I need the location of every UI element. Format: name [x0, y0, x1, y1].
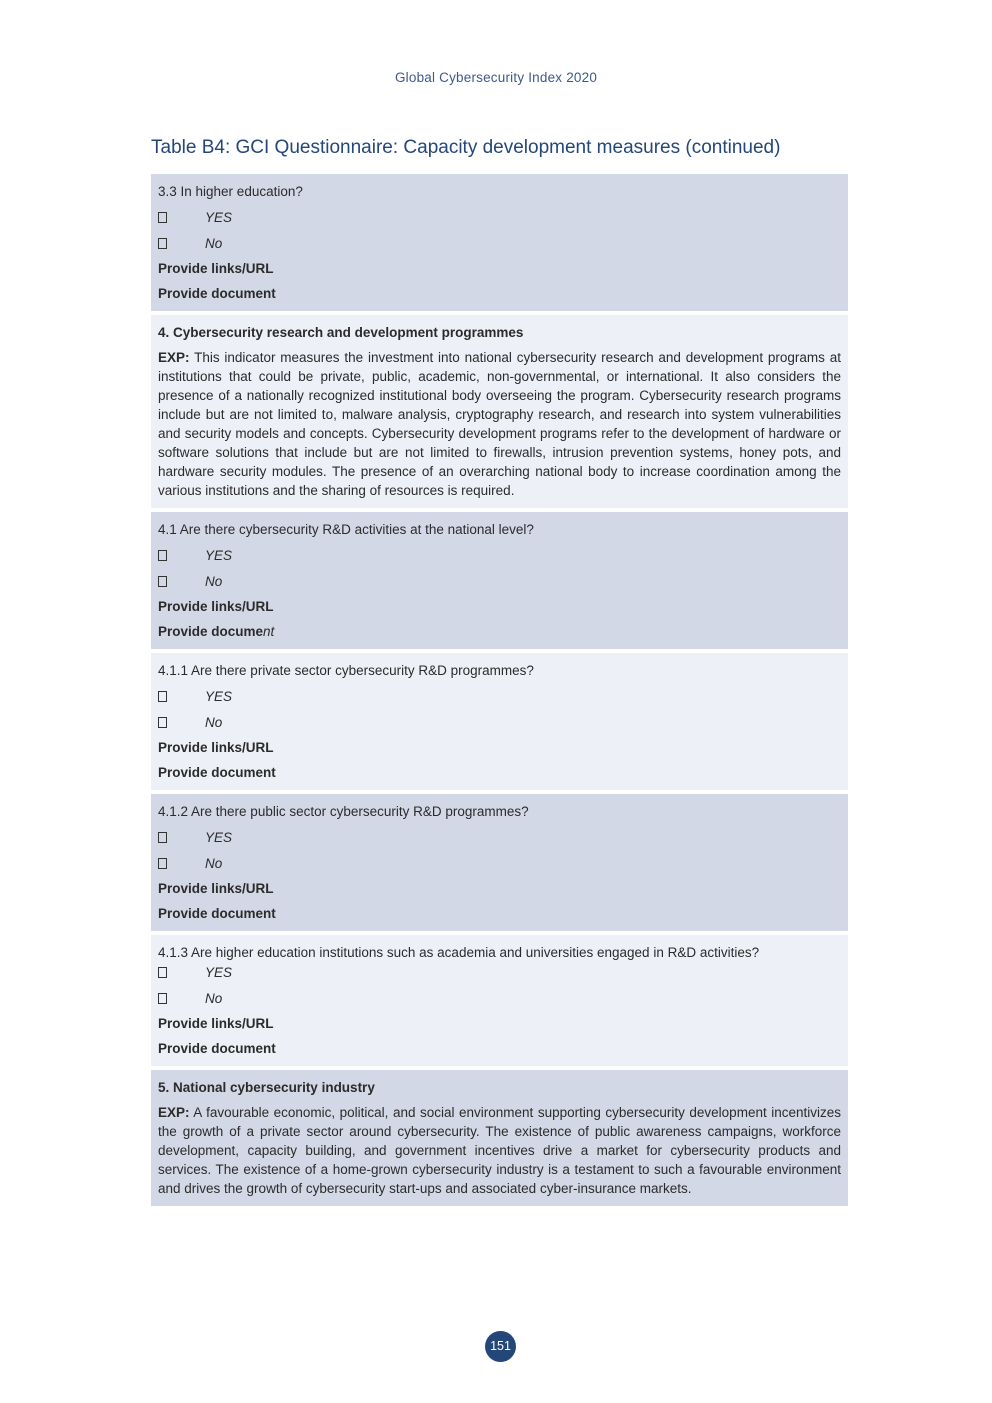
- exp-body: This indicator measures the investment into national cybersecurity research and development programs at institutions that could be private, public, academic, non-governmental, or international. It also considers the presence of a nationally recognized institutional body overseeing the program. Cybersecurity research programs include but are not limited to, malware analysis, cryptography research, and research into system vulnerabilities and security models and concepts. Cybersecurity development programs refer to the development of hardware or software solutions that include but are not limited to firewalls, intrusion prevention systems, honey pots, and hardware security modules. The presence of an overarching national body to increase coordination among the various institutions and the sharing of resources is required.: [158, 350, 841, 498]
- provide-links: Provide links/URL: [158, 1016, 274, 1031]
- option-no[interactable]: [158, 988, 841, 1008]
- provide-links: Provide links/URL: [158, 881, 274, 896]
- section-heading: 5. National cybersecurity industry: [158, 1080, 375, 1095]
- option-label: No: [205, 714, 223, 730]
- provide-document: Provide document: [158, 906, 276, 921]
- question-text: 4.1.1 Are there private sector cybersecurity R&D programmes?: [158, 663, 534, 678]
- checkbox-icon[interactable]: [158, 550, 167, 561]
- option-no[interactable]: [158, 233, 841, 253]
- provide-links: Provide links/URL: [158, 261, 274, 276]
- running-header: Global Cybersecurity Index 2020: [394, 70, 598, 85]
- provide-document: [158, 622, 841, 641]
- option-yes[interactable]: [158, 207, 841, 227]
- option-yes[interactable]: [158, 545, 841, 565]
- option-no[interactable]: [158, 571, 841, 591]
- option-label: YES: [205, 829, 233, 845]
- checkbox-icon[interactable]: [158, 212, 167, 223]
- option-label: YES: [205, 547, 233, 563]
- question-text: 4.1 Are there cybersecurity R&D activities at the national level?: [158, 522, 534, 537]
- table-title: Table B4: GCI Questionnaire: Capacity development measures (continued): [151, 137, 781, 158]
- section-block-4: [151, 315, 848, 508]
- option-no[interactable]: [158, 712, 841, 732]
- question-block-4-1-3: [151, 935, 848, 1066]
- provide-document-main: Provide docume: [158, 624, 264, 639]
- checkbox-icon[interactable]: [158, 967, 167, 978]
- provide-document: Provide document: [158, 1041, 276, 1056]
- checkbox-icon[interactable]: [158, 993, 167, 1004]
- checkbox-icon[interactable]: [158, 858, 167, 869]
- provide-links: Provide links/URL: [158, 740, 274, 755]
- section-heading: 4. Cybersecurity research and development programmes: [158, 325, 524, 340]
- option-label: YES: [205, 964, 233, 980]
- exp-label: EXP:: [158, 350, 190, 365]
- option-yes[interactable]: [158, 962, 841, 982]
- option-yes[interactable]: [158, 827, 841, 847]
- checkbox-icon[interactable]: [158, 691, 167, 702]
- option-label: YES: [205, 688, 233, 704]
- checkbox-icon[interactable]: [158, 238, 167, 249]
- option-label: No: [205, 573, 223, 589]
- provide-document: Provide document: [158, 765, 276, 780]
- question-text: 3.3 In higher education?: [158, 184, 303, 199]
- option-label: No: [205, 235, 223, 251]
- page-number: 151: [485, 1331, 516, 1362]
- provide-document: Provide document: [158, 286, 276, 301]
- explanation-text: [158, 348, 841, 500]
- question-block-3-3: [151, 174, 848, 311]
- provide-document-tail: nt: [263, 624, 275, 639]
- option-label: YES: [205, 209, 233, 225]
- option-label: No: [205, 855, 223, 871]
- question-text: 4.1.2 Are there public sector cybersecurity R&D programmes?: [158, 804, 529, 819]
- exp-label: EXP:: [158, 1105, 190, 1120]
- provide-links: Provide links/URL: [158, 599, 274, 614]
- exp-body: A favourable economic, political, and social environment supporting cybersecurity development incentivizes the growth of a private sector around cybersecurity. The existence of public awareness campaigns, workforce development, capacity building, and government incentives drive a market for cybersecurity products and services. The existence of a home-grown cybersecurity industry is a testament to such a favourable environment and drives the growth of cybersecurity start-ups and associated cyber-insurance markets.: [158, 1105, 842, 1196]
- checkbox-icon[interactable]: [158, 832, 167, 843]
- option-no[interactable]: [158, 853, 841, 873]
- question-block-4-1: [151, 512, 848, 649]
- question-text: 4.1.3 Are higher education institutions such as academia and universities engaged in R&D activities?: [158, 945, 760, 960]
- question-block-4-1-1: [151, 653, 848, 790]
- checkbox-icon[interactable]: [158, 717, 167, 728]
- section-block-5: [151, 1070, 848, 1206]
- question-block-4-1-2: [151, 794, 848, 931]
- option-label: No: [205, 990, 223, 1006]
- option-yes[interactable]: [158, 686, 841, 706]
- checkbox-icon[interactable]: [158, 576, 167, 587]
- explanation-text: [158, 1103, 841, 1198]
- questionnaire-table: [151, 174, 848, 1210]
